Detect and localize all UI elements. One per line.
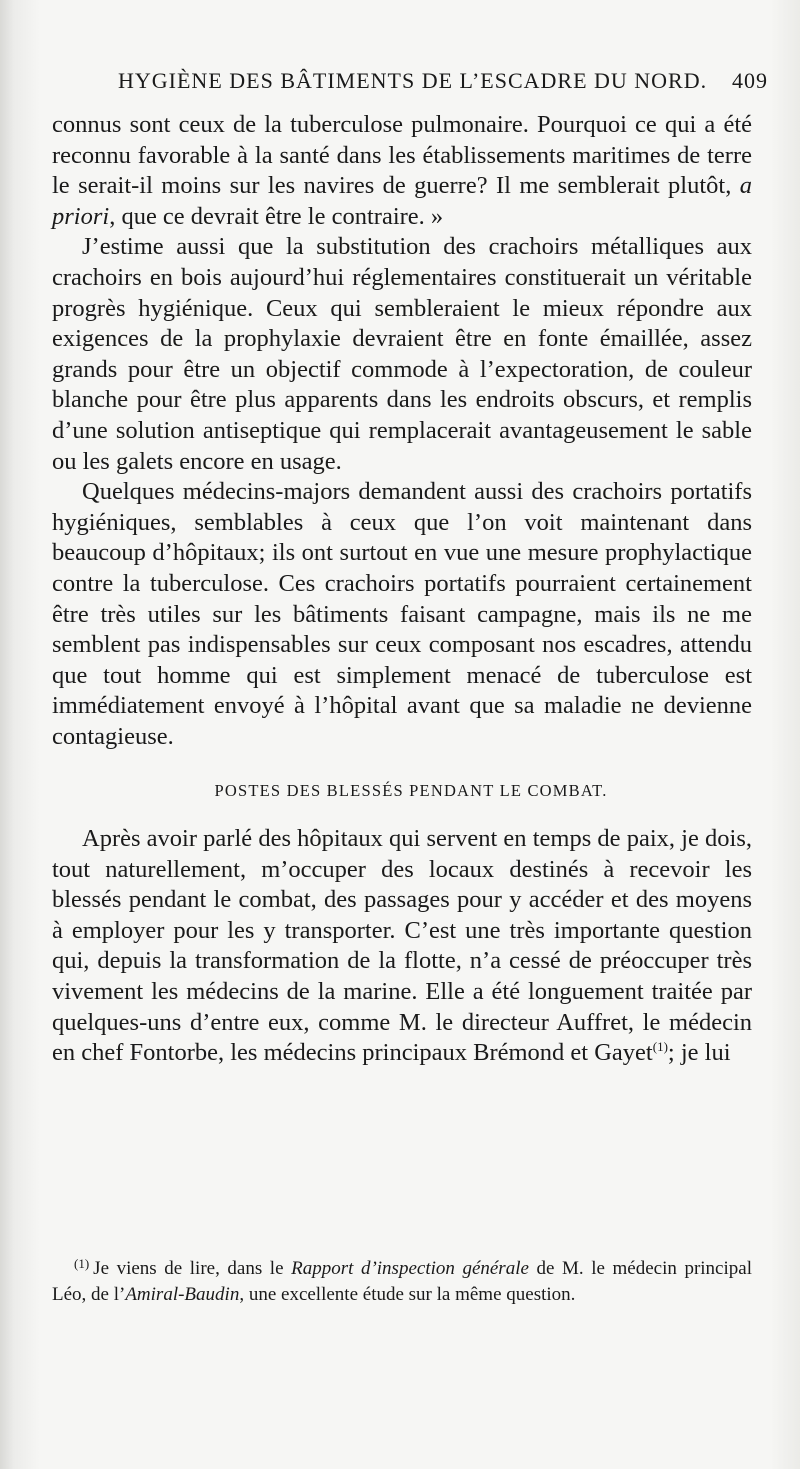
page-header bbox=[118, 68, 768, 98]
paragraph-4-end: ; je lui bbox=[667, 1039, 731, 1067]
section-title: POSTES DES BLESSÉS PENDANT LE COMBAT. bbox=[214, 781, 608, 801]
footnote-text-start: Je viens de lire, dans le bbox=[93, 1258, 292, 1279]
paragraph-2: J’estime aussi que la substitution des crachoirs métalliques aux crachoirs en bois aujourd’hui réglementaires constituerait un véritable progrès hygiénique. Ceux qui sembleraient le mieux répondre aux exigences de la prophylaxie devraient être en fonte émaillée, assez grands pour être un objectif commode à l’expectoration, de couleur blanche pour être plus apparents dans les endroits obscurs, et remplis d’une solution antiseptique qui remplacerait avantageusement le sable ou les galets encore en usage. bbox=[52, 233, 752, 475]
paragraph-3: Quelques médecins-majors demandent aussi des crachoirs portatifs hygiéniques, semblables à ceux que l’on voit maintenant dans beaucoup d’hôpitaux; ils ont surtout en vue une mesure prophylactique contre la tuberculose. Ces crachoirs portatifs pourraient certainement être très utiles sur les bâtiments faisant campagne, mais ils ne me semblent pas indispensables sur ceux composant nos escadres, attendu que tout homme qui est simplement menacé de tuberculose est immédiatement envoyé à l’hôpital avant que sa maladie ne devienne contagieuse. bbox=[52, 478, 752, 750]
footnote-text-end: , une excellente étude sur la même question. bbox=[239, 1284, 576, 1305]
page-number: 409 bbox=[732, 68, 768, 93]
footnote bbox=[52, 1256, 752, 1308]
running-head: HYGIÈNE DES BÂTIMENTS DE L’ESCADRE DU NORD. bbox=[118, 68, 708, 93]
paragraph-4 bbox=[52, 824, 752, 1069]
footnote-reference: (1) bbox=[652, 1039, 668, 1055]
paragraph-1-end: , que ce devrait être le contraire. » bbox=[109, 202, 444, 230]
footnote-text-mid: de M. le médecin principal Léo, de l’ bbox=[52, 1258, 752, 1305]
footnote-italic-1: Rapport d’inspection générale bbox=[291, 1258, 529, 1279]
footnote-mark: (1) bbox=[74, 1256, 90, 1271]
paragraph-1-text: connus sont ceux de la tuberculose pulmonaire. Pourquoi ce qui a été reconnu favorable à la santé dans les établissements maritimes de terre le serait-il moins sur les navires de guerre? Il me semblerait plutôt, bbox=[52, 111, 752, 200]
paragraph-1-italic: a priori bbox=[52, 172, 752, 230]
paragraph-1 bbox=[52, 110, 752, 232]
paragraph-4-text: Après avoir parlé des hôpitaux qui servent en temps de paix, je dois, tout naturellement, m’occuper des locaux destinés à recevoir les blessés pendant le combat, des passages pour y accéder et des moyens à employer pour les y transporter. C’est une très importante question qui, depuis la transformation de la flotte, n’a cessé de préoccuper très vivement les médecins de la marine. Elle a été longuement traitée par quelques-uns d’entre eux, comme M. le directeur Auffret, le médecin en chef Fontorbe, les médecins principaux Brémond et Gayet bbox=[52, 825, 752, 1067]
body-text bbox=[52, 110, 752, 1069]
footnote-italic-2: Amiral-Baudin bbox=[125, 1284, 240, 1305]
